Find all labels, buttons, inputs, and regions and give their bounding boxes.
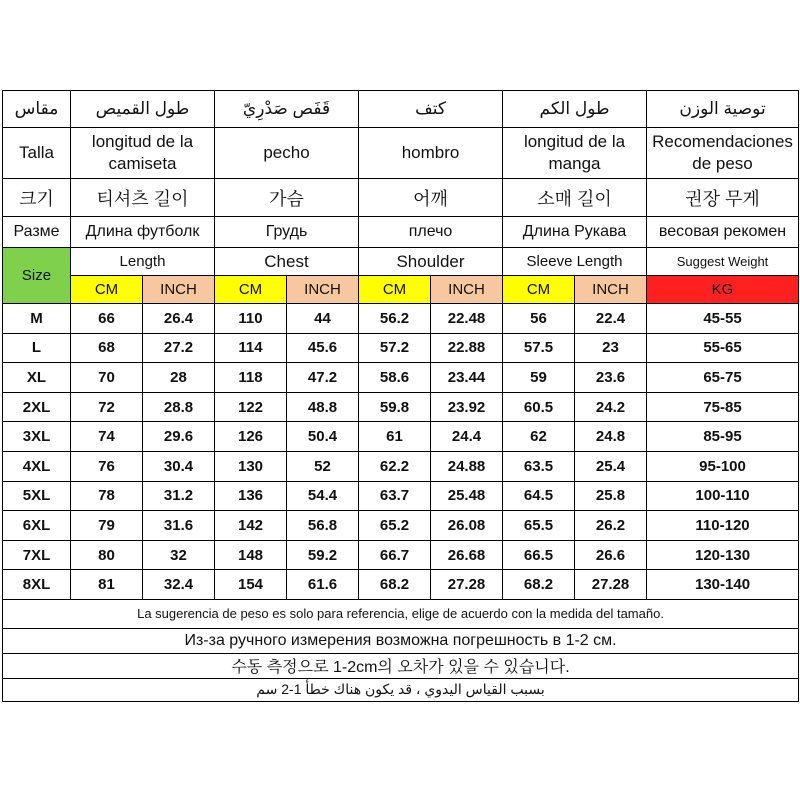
weight-cell: 120-130	[647, 540, 799, 570]
unit-inch-header: INCH	[575, 276, 647, 304]
sleeve-cm-cell: 59	[503, 363, 575, 393]
header-cell: توصية الوزن	[647, 91, 799, 128]
shoulder-cm-cell: 59.8	[359, 392, 431, 422]
sleeve-group-header: Sleeve Length	[503, 248, 647, 276]
chest-cm-cell: 130	[215, 451, 287, 481]
weight-cell: 45-55	[647, 304, 799, 334]
header-cell: 소매 길이	[503, 179, 647, 217]
shoulder-inch-cell: 23.92	[431, 392, 503, 422]
sleeve-cm-cell: 64.5	[503, 481, 575, 511]
length-inch-cell: 31.2	[143, 481, 215, 511]
shoulder-inch-cell: 25.48	[431, 481, 503, 511]
size-cell: 5XL	[3, 481, 71, 511]
header-cell: Разме	[3, 217, 71, 248]
length-cm-cell: 74	[71, 422, 143, 452]
table-row	[3, 363, 799, 393]
shoulder-cm-cell: 63.7	[359, 481, 431, 511]
note-text: بسبب القياس اليدوي ، قد يكون هناك خطأ 1-2 سم	[3, 678, 799, 701]
chest-inch-cell: 45.6	[287, 333, 359, 363]
table-row	[3, 304, 799, 334]
length-cm-cell: 72	[71, 392, 143, 422]
chest-cm-cell: 148	[215, 540, 287, 570]
header-cell: плечо	[359, 217, 503, 248]
header-row-russian	[3, 217, 799, 248]
note-row	[3, 628, 799, 653]
chest-cm-cell: 110	[215, 304, 287, 334]
length-inch-cell: 30.4	[143, 451, 215, 481]
header-cell: Recomendaciones de peso	[647, 128, 799, 179]
shoulder-cm-cell: 62.2	[359, 451, 431, 481]
sleeve-inch-cell: 25.8	[575, 481, 647, 511]
shoulder-cm-cell: 61	[359, 422, 431, 452]
unit-kg-header: KG	[647, 276, 799, 304]
header-cell: قَفَص صَدْرِيّ	[215, 91, 359, 128]
weight-cell: 85-95	[647, 422, 799, 452]
size-cell: 2XL	[3, 392, 71, 422]
chest-inch-cell: 61.6	[287, 570, 359, 600]
sleeve-cm-cell: 57.5	[503, 333, 575, 363]
sleeve-inch-cell: 23	[575, 333, 647, 363]
note-text: 수동 측정으로 1-2cm의 오차가 있을 수 있습니다.	[3, 653, 799, 678]
chest-inch-cell: 44	[287, 304, 359, 334]
size-cell: M	[3, 304, 71, 334]
table-row	[3, 511, 799, 541]
length-inch-cell: 28.8	[143, 392, 215, 422]
unit-inch-header: INCH	[287, 276, 359, 304]
header-cell: hombro	[359, 128, 503, 179]
weight-cell: 65-75	[647, 363, 799, 393]
header-cell: كتف	[359, 91, 503, 128]
weight-group-header: Suggest Weight	[647, 248, 799, 276]
header-cell: Длина футболк	[71, 217, 215, 248]
sleeve-cm-cell: 62	[503, 422, 575, 452]
header-cell: pecho	[215, 128, 359, 179]
shoulder-inch-cell: 26.08	[431, 511, 503, 541]
shoulder-inch-cell: 24.4	[431, 422, 503, 452]
shoulder-cm-cell: 66.7	[359, 540, 431, 570]
chest-inch-cell: 54.4	[287, 481, 359, 511]
chest-cm-cell: 126	[215, 422, 287, 452]
length-inch-cell: 28	[143, 363, 215, 393]
table-row	[3, 481, 799, 511]
length-cm-cell: 79	[71, 511, 143, 541]
chest-inch-cell: 59.2	[287, 540, 359, 570]
header-cell: طول القميص	[71, 91, 215, 128]
chest-inch-cell: 52	[287, 451, 359, 481]
length-group-header: Length	[71, 248, 215, 276]
shoulder-group-header: Shoulder	[359, 248, 503, 276]
header-cell: весовая рекомен	[647, 217, 799, 248]
table-row	[3, 392, 799, 422]
shoulder-cm-cell: 65.2	[359, 511, 431, 541]
header-row-arabic	[3, 91, 799, 128]
chest-cm-cell: 142	[215, 511, 287, 541]
length-inch-cell: 27.2	[143, 333, 215, 363]
shoulder-inch-cell: 22.48	[431, 304, 503, 334]
weight-cell: 75-85	[647, 392, 799, 422]
size-cell: 7XL	[3, 540, 71, 570]
size-cell: 8XL	[3, 570, 71, 600]
unit-header-row	[3, 276, 799, 304]
length-cm-cell: 68	[71, 333, 143, 363]
header-cell: longitud de la manga	[503, 128, 647, 179]
header-cell: Длина Рукава	[503, 217, 647, 248]
sleeve-inch-cell: 26.6	[575, 540, 647, 570]
group-header-row	[3, 248, 799, 276]
weight-cell: 55-65	[647, 333, 799, 363]
sleeve-inch-cell: 27.28	[575, 570, 647, 600]
sleeve-inch-cell: 23.6	[575, 363, 647, 393]
weight-cell: 110-120	[647, 511, 799, 541]
size-cell: 4XL	[3, 451, 71, 481]
table-row	[3, 451, 799, 481]
sleeve-cm-cell: 56	[503, 304, 575, 334]
header-cell: 어깨	[359, 179, 503, 217]
length-inch-cell: 32.4	[143, 570, 215, 600]
header-cell: 크기	[3, 179, 71, 217]
sleeve-cm-cell: 68.2	[503, 570, 575, 600]
chest-group-header: Chest	[215, 248, 359, 276]
length-inch-cell: 29.6	[143, 422, 215, 452]
length-inch-cell: 32	[143, 540, 215, 570]
sleeve-inch-cell: 26.2	[575, 511, 647, 541]
table-row	[3, 570, 799, 600]
note-text: Из-за ручного измерения возможна погрешность в 1-2 см.	[3, 628, 799, 653]
chest-cm-cell: 122	[215, 392, 287, 422]
length-inch-cell: 26.4	[143, 304, 215, 334]
table-row	[3, 333, 799, 363]
header-cell: مقاس	[3, 91, 71, 128]
note-row	[3, 599, 799, 628]
size-cell: 6XL	[3, 511, 71, 541]
length-cm-cell: 81	[71, 570, 143, 600]
chest-cm-cell: 136	[215, 481, 287, 511]
length-cm-cell: 76	[71, 451, 143, 481]
shoulder-cm-cell: 56.2	[359, 304, 431, 334]
note-row	[3, 653, 799, 678]
sleeve-cm-cell: 63.5	[503, 451, 575, 481]
shoulder-inch-cell: 27.28	[431, 570, 503, 600]
shoulder-inch-cell: 24.88	[431, 451, 503, 481]
unit-inch-header: INCH	[143, 276, 215, 304]
chest-cm-cell: 154	[215, 570, 287, 600]
weight-cell: 95-100	[647, 451, 799, 481]
chest-inch-cell: 48.8	[287, 392, 359, 422]
sleeve-cm-cell: 66.5	[503, 540, 575, 570]
length-cm-cell: 66	[71, 304, 143, 334]
sleeve-inch-cell: 25.4	[575, 451, 647, 481]
header-cell: longitud de la camiseta	[71, 128, 215, 179]
length-inch-cell: 31.6	[143, 511, 215, 541]
size-chart	[2, 90, 798, 702]
size-cell: L	[3, 333, 71, 363]
sleeve-inch-cell: 24.8	[575, 422, 647, 452]
header-row-spanish	[3, 128, 799, 179]
header-cell: Talla	[3, 128, 71, 179]
size-cell: XL	[3, 363, 71, 393]
unit-cm-header: CM	[503, 276, 575, 304]
shoulder-cm-cell: 58.6	[359, 363, 431, 393]
table-row	[3, 540, 799, 570]
size-table	[2, 90, 799, 702]
table-row	[3, 422, 799, 452]
header-row-korean	[3, 179, 799, 217]
note-text: La sugerencia de peso es solo para referencia, elige de acuerdo con la medida del tamaño.	[3, 599, 799, 628]
header-cell: 권장 무게	[647, 179, 799, 217]
unit-cm-header: CM	[215, 276, 287, 304]
chest-inch-cell: 50.4	[287, 422, 359, 452]
unit-inch-header: INCH	[431, 276, 503, 304]
shoulder-inch-cell: 26.68	[431, 540, 503, 570]
sleeve-inch-cell: 24.2	[575, 392, 647, 422]
sleeve-cm-cell: 65.5	[503, 511, 575, 541]
header-cell: 티셔츠 길이	[71, 179, 215, 217]
header-cell: 가슴	[215, 179, 359, 217]
shoulder-cm-cell: 57.2	[359, 333, 431, 363]
weight-cell: 100-110	[647, 481, 799, 511]
note-row	[3, 678, 799, 701]
size-cell: 3XL	[3, 422, 71, 452]
header-cell: طول الكم	[503, 91, 647, 128]
unit-cm-header: CM	[71, 276, 143, 304]
chest-inch-cell: 47.2	[287, 363, 359, 393]
chest-cm-cell: 114	[215, 333, 287, 363]
size-table-body	[3, 91, 799, 702]
sleeve-cm-cell: 60.5	[503, 392, 575, 422]
shoulder-inch-cell: 22.88	[431, 333, 503, 363]
chest-inch-cell: 56.8	[287, 511, 359, 541]
sleeve-inch-cell: 22.4	[575, 304, 647, 334]
size-column-header: Size	[3, 248, 71, 304]
shoulder-cm-cell: 68.2	[359, 570, 431, 600]
shoulder-inch-cell: 23.44	[431, 363, 503, 393]
chest-cm-cell: 118	[215, 363, 287, 393]
weight-cell: 130-140	[647, 570, 799, 600]
length-cm-cell: 70	[71, 363, 143, 393]
unit-cm-header: CM	[359, 276, 431, 304]
header-cell: Грудь	[215, 217, 359, 248]
length-cm-cell: 78	[71, 481, 143, 511]
length-cm-cell: 80	[71, 540, 143, 570]
